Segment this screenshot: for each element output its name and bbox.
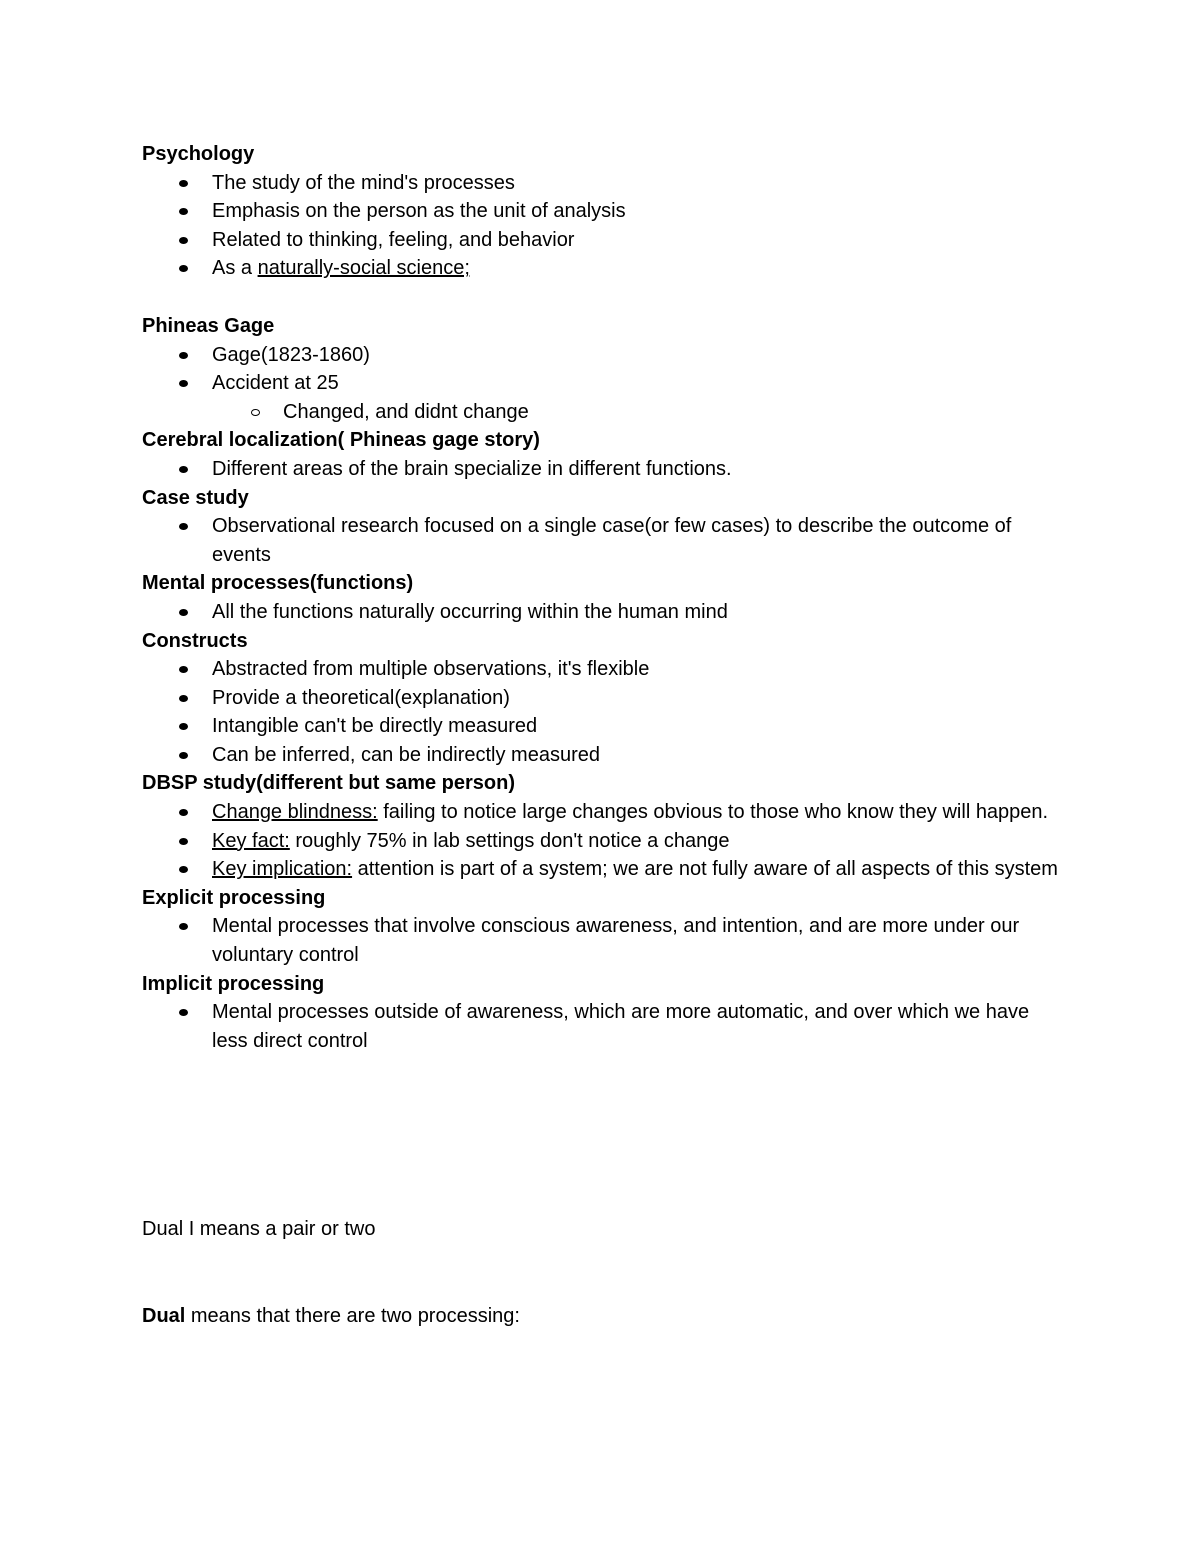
underlined-term: Key implication:: [212, 858, 353, 881]
mental-processes-list: [142, 598, 1062, 627]
list-item: Emphasis on the person as the unit of analysis: [142, 197, 1062, 226]
bullet-icon: [179, 695, 188, 702]
list-item: Abstracted from multiple observations, it's flexible: [142, 655, 1062, 684]
section-heading-dbsp-study: DBSP study(different but same person): [142, 772, 516, 795]
section-heading-case-study: Case study: [142, 486, 249, 509]
constructs-list: [142, 655, 1062, 769]
bullet-icon: [179, 180, 188, 187]
underlined-term: naturally-social science;: [257, 257, 470, 280]
bullet-icon: [179, 923, 188, 930]
list-item: Related to thinking, feeling, and behavior: [142, 226, 1062, 255]
hollow-bullet-icon: [251, 409, 260, 416]
bullet-icon: [179, 352, 188, 359]
dbsp-study-list: [142, 798, 1062, 884]
document-body: [142, 140, 1062, 1331]
list-item: Key implication: attention is part of a system; we are not fully aware of all aspects of this system: [142, 855, 1062, 884]
bold-term: Dual: [142, 1305, 186, 1327]
bullet-icon: [179, 237, 188, 244]
section-heading-cerebral-localization: Cerebral localization( Phineas gage story): [142, 429, 540, 452]
bullet-icon: [179, 380, 188, 387]
list-item: Different areas of the brain specialize in different functions.: [142, 455, 1062, 484]
section-heading-psychology: Psychology: [142, 143, 255, 165]
case-study-list: [142, 512, 1062, 569]
implicit-processing-list: [142, 998, 1062, 1055]
list-item: Mental processes outside of awareness, which are more automatic, and over which we have less direct control: [142, 998, 1062, 1055]
list-item: Provide a theoretical(explanation): [142, 684, 1062, 713]
bullet-icon: [179, 723, 188, 730]
list-item: Key fact: roughly 75% in lab settings don't notice a change: [142, 827, 1062, 856]
bullet-icon: [179, 523, 188, 530]
list-item: As a naturally-social science;: [142, 254, 1062, 283]
bullet-icon: [179, 609, 188, 616]
psychology-list: [142, 169, 1062, 283]
footer-line-dual-processing: Dual means that there are two processing:: [142, 1305, 520, 1327]
footer-line-dual-pair: Dual I means a pair or two: [142, 1218, 376, 1241]
cerebral-localization-list: [142, 455, 1062, 484]
section-heading-mental-processes: Mental processes(functions): [142, 572, 414, 595]
list-item: All the functions naturally occurring within the human mind: [142, 598, 1062, 627]
bullet-icon: [179, 208, 188, 215]
underlined-term: Key fact:: [212, 829, 290, 852]
explicit-processing-list: [142, 912, 1062, 969]
bullet-icon: [179, 265, 188, 272]
bullet-icon: [179, 838, 188, 845]
list-item: Intangible can't be directly measured: [142, 712, 1062, 741]
list-item: Accident at 25: [142, 369, 1062, 398]
section-heading-constructs: Constructs: [142, 629, 248, 652]
bullet-icon: [179, 752, 188, 759]
bullet-icon: [179, 1009, 188, 1016]
list-item: Gage(1823-1860): [142, 341, 1062, 370]
list-item: The study of the mind's processes: [142, 169, 1062, 198]
sub-list-item: Changed, and didnt change: [142, 398, 1062, 427]
list-item: Change blindness: failing to notice large changes obvious to those who know they will happen.: [142, 798, 1062, 827]
list-item: Observational research focused on a single case(or few cases) to describe the outcome of events: [142, 512, 1062, 569]
section-heading-phineas-gage: Phineas Gage: [142, 314, 275, 337]
list-item: Can be inferred, can be indirectly measured: [142, 741, 1062, 770]
underlined-term: Change blindness:: [212, 801, 378, 824]
bullet-icon: [179, 466, 188, 473]
bullet-icon: [179, 809, 188, 816]
section-heading-explicit-processing: Explicit processing: [142, 886, 326, 909]
bullet-icon: [179, 866, 188, 873]
list-item: Mental processes that involve conscious awareness, and intention, and are more under our voluntary control: [142, 912, 1062, 969]
phineas-gage-list: [142, 341, 1062, 427]
bullet-icon: [179, 666, 188, 673]
section-heading-implicit-processing: Implicit processing: [142, 972, 325, 995]
